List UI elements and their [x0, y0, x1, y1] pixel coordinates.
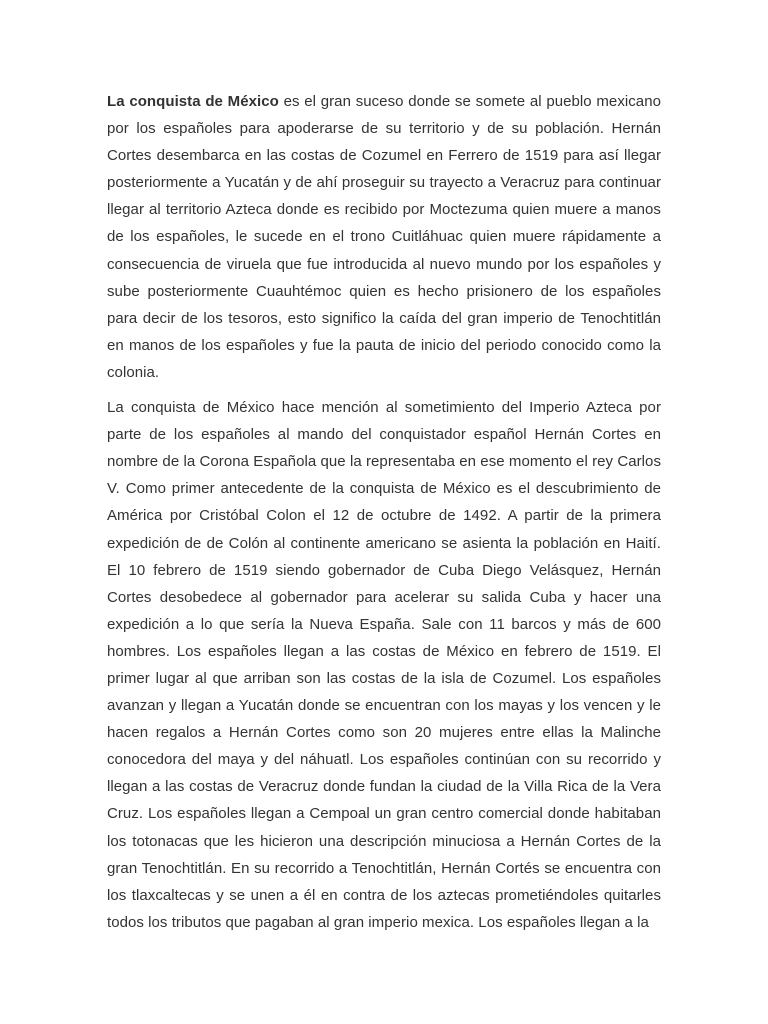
paragraph-1 — [107, 88, 661, 386]
paragraph-1-text: es el gran suceso donde se somete al pueblo mexicano por los españoles para apoderarse de su territorio y de su población. Hernán Cortes desembarca en las costas de Cozumel en Ferrero de 1519 para así llegar posteriormente a Yucatán y de ahí proseguir su trayecto a Veracruz para continuar llegar al territorio Azteca donde es recibido por Moctezuma quien muere a manos de los españoles, le sucede en el trono Cuitláhuac quien muere rápidamente a consecuencia de viruela que fue introducida al nuevo mundo por los españoles y sube posteriormente Cuauhtémoc quien es hecho prisionero de los españoles para decir de los tesoros, esto significo la caída del gran imperio de Tenochtitlán en manos de los españoles y fue la pauta de inicio del periodo conocido como la colonia. — [107, 93, 661, 381]
paragraph-1-lead: La conquista de México — [107, 93, 279, 110]
document-page — [107, 88, 661, 944]
paragraph-2: La conquista de México hace mención al sometimiento del Imperio Azteca por parte de los españoles al mando del conquistador español Hernán Cortes en nombre de la Corona Española que la representaba en ese momento el rey Carlos V. Como primer antecedente de la conquista de México es el descubrimiento de América por Cristóbal Colon el 12 de octubre de 1492. A partir de la primera expedición de de Colón al continente americano se asienta la población en Haití. El 10 febrero de 1519 siendo gobernador de Cuba Diego Velásquez, Hernán Cortes desobedece al gobernador para acelerar su salida Cuba y hacer una expedición a lo que sería la Nueva España. Sale con 11 barcos y más de 600 hombres. Los españoles llegan a las costas de México en febrero de 1519. El primer lugar al que arriban son las costas de la isla de Cozumel. Los españoles avanzan y llegan a Yucatán donde se encuentran con los mayas y los vencen y le hacen regalos a Hernán Cortes como son 20 mujeres entre ellas la Malinche conocedora del maya y del náhuatl. Los españoles continúan con su recorrido y llegan a las costas de Veracruz donde fundan la ciudad de la Villa Rica de la Vera Cruz. Los españoles llegan a Cempoal un gran centro comercial donde habitaban los totonacas que les hicieron una descripción minuciosa a Hernán Cortes de la gran Tenochtitlán. En su recorrido a Tenochtitlán, Hernán Cortés se encuentra con los tlaxcaltecas y se unen a él en contra de los aztecas prometiéndoles quitarles todos los tributos que pagaban al gran imperio mexica. Los españoles llegan a la — [107, 399, 661, 931]
